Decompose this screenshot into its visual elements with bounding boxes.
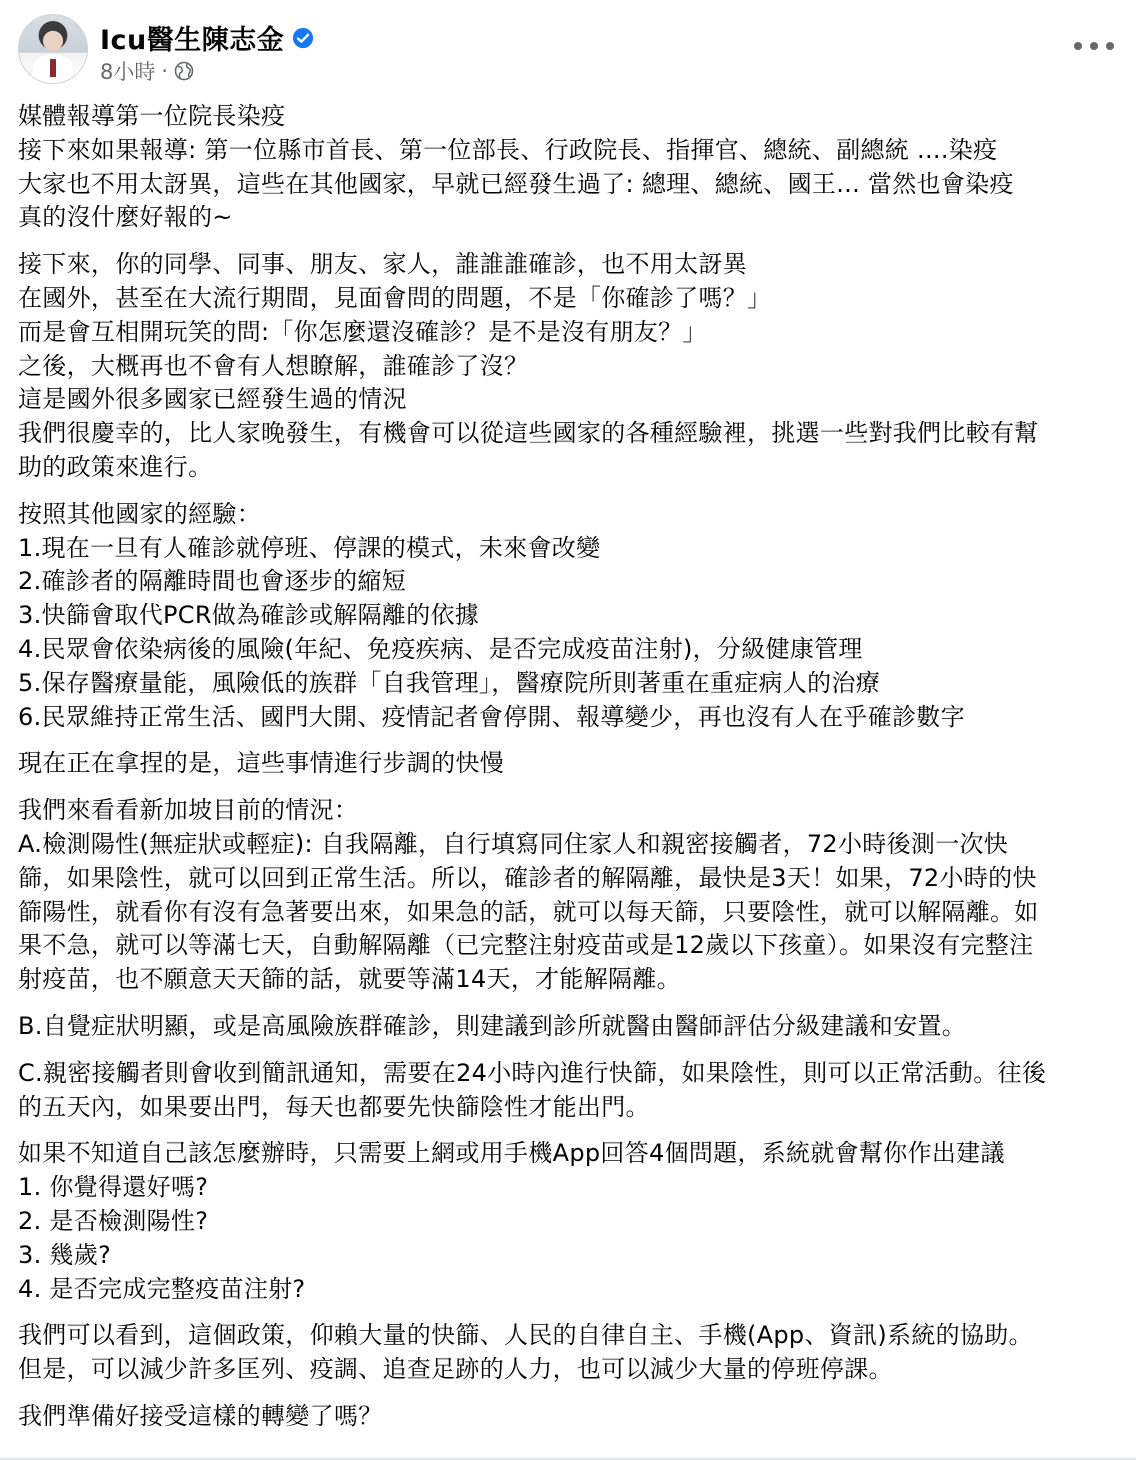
post-text-line: 6.民眾維持正常生活、國門大開、疫情記者會停開、報導變少，再也沒有人在乎確診數字 bbox=[18, 702, 965, 731]
post-paragraph bbox=[18, 1057, 1118, 1125]
avatar-tie bbox=[50, 59, 56, 77]
post-text-line: 我們很慶幸的，比人家晚發生，有機會可以從這些國家的各種經驗裡，挑選一些對我們比較有幫 bbox=[18, 419, 1039, 448]
post-text-line: 媒體報導第一位院長染疫 bbox=[18, 102, 286, 130]
post-text-line: 在國外，甚至在大流行期間，見面會問的問題，不是「你確診了嗎？」 bbox=[18, 283, 772, 312]
post-text-line: 3. 幾歲? bbox=[18, 1240, 112, 1269]
post-paragraph bbox=[18, 100, 1118, 235]
post-text-line: 按照其他國家的經驗： bbox=[18, 499, 261, 528]
post-text-line: 我們來看看新加坡目前的情況： bbox=[18, 796, 359, 825]
globe-icon[interactable] bbox=[174, 61, 194, 81]
post-text-line: 我們準備好接受這樣的轉變了嗎？ bbox=[18, 1401, 383, 1430]
post-text-line: B.自覺症狀明顯，或是高風險族群確診，則建議到診所就醫由醫師評估分級建議和安置。 bbox=[18, 1011, 967, 1040]
post-text-line: 我們可以看到，這個政策，仰賴大量的快篩、人民的自律自主、手機(App、資訊)系統的協助。 bbox=[18, 1321, 1033, 1350]
post-text-line: 射疫苗，也不願意天天篩的話，就要等滿14天，才能解隔離。 bbox=[18, 965, 681, 994]
post-timestamp[interactable]: 8小時 bbox=[100, 60, 156, 84]
post-text-line: 篩，如果陰性，就可以回到正常生活。所以，確診者的解隔離，最快是3天！如果，72小時的快 bbox=[18, 863, 1037, 892]
meta-separator: · bbox=[161, 59, 169, 83]
post-text-line: C.親密接觸者則會收到簡訊通知，需要在24小時內進行快篩，如果陰性，則可以正常活動。往後 bbox=[18, 1058, 1047, 1087]
author-name[interactable]: Icu醫生陳志金 bbox=[100, 25, 285, 56]
post-header bbox=[18, 14, 1118, 86]
verified-badge-icon bbox=[292, 27, 314, 49]
post-text-line: 1. 你覺得還好嗎? bbox=[18, 1173, 209, 1202]
more-options-icon[interactable] bbox=[1074, 34, 1114, 58]
post-body bbox=[18, 100, 1118, 1447]
post-text-line: 5.保存醫療量能，風險低的族群「自我管理」，醫療院所則著重在重症病人的治療 bbox=[18, 668, 880, 697]
post-text-line: 但是，可以減少許多匡列、疫調、追查足跡的人力，也可以減少大量的停班停課。 bbox=[18, 1355, 893, 1384]
post-text-line: 接下來，你的同學、同事、朋友、家人，誰誰誰確診，也不用太訝異 bbox=[18, 250, 747, 279]
post-paragraph bbox=[18, 747, 1118, 781]
post-paragraph bbox=[18, 1137, 1118, 1306]
post-meta bbox=[100, 56, 194, 86]
post-paragraph bbox=[18, 498, 1118, 735]
post-text-line: 4. 是否完成完整疫苗注射? bbox=[18, 1274, 306, 1303]
more-dot bbox=[1090, 42, 1098, 50]
post-text-line: 3.快篩會取代PCR做為確診或解隔離的依據 bbox=[18, 601, 480, 630]
post-text-line: 現在正在拿捏的是，這些事情進行步調的快慢 bbox=[18, 749, 504, 778]
post-text-line: 這是國外很多國家已經發生過的情況 bbox=[18, 385, 407, 414]
post-text-line: 而是會互相開玩笑的問:「你怎麼還沒確診？是不是沒有朋友？」 bbox=[18, 317, 707, 346]
post-text-line: 4.民眾會依染病後的風險(年紀、免疫疾病、是否完成疫苗注射)，分級健康管理 bbox=[18, 634, 863, 663]
post-text-line: 接下來如果報導: 第一位縣市首長、第一位部長、行政院長、指揮官、總統、副總統 ....染疫 bbox=[18, 135, 998, 164]
more-dot bbox=[1106, 42, 1114, 50]
post-text-line: A.檢測陽性(無症狀或輕症): 自我隔離，自行填寫同住家人和親密接觸者，72小時後測一次快 bbox=[18, 829, 1009, 858]
more-dot bbox=[1074, 42, 1082, 50]
post-text-line: 果不急，就可以等滿七天，自動解隔離（已完整注射疫苗或是12歲以下孩童）。如果沒有完整注 bbox=[18, 931, 1034, 960]
post-text-line: 如果不知道自己該怎麼辦時，只需要上網或用手機App回答4個問題，系統就會幫你作出建議 bbox=[18, 1139, 1005, 1168]
post-text-line: 篩陽性，就看你有沒有急著要出來，如果急的話，就可以每天篩，只要陰性，就可以解隔離。如 bbox=[18, 897, 1039, 926]
author-name-row bbox=[100, 18, 314, 57]
post-text-line: 2.確診者的隔離時間也會逐步的縮短 bbox=[18, 567, 406, 596]
post-paragraph bbox=[18, 1400, 1118, 1434]
author-avatar[interactable] bbox=[18, 14, 88, 84]
post-text-line: 助的政策來進行。 bbox=[18, 452, 213, 481]
post-text-line: 大家也不用太訝異，這些在其他國家，早就已經發生過了: 總理、總統、國王... 當然也會染疫 bbox=[18, 169, 1014, 198]
post-text-line: 真的沒什麼好報的~ bbox=[18, 203, 233, 232]
post-paragraph bbox=[18, 1319, 1118, 1387]
post-paragraph bbox=[18, 248, 1118, 485]
post-text-line: 2. 是否檢測陽性? bbox=[18, 1206, 209, 1235]
post-paragraph bbox=[18, 1010, 1118, 1044]
post-text-line: 1.現在一旦有人確診就停班、停課的模式，未來會改變 bbox=[18, 533, 601, 562]
post-text-line: 的五天內，如果要出門，每天也都要先快篩陰性才能出門。 bbox=[18, 1092, 650, 1121]
post-text-line: 之後，大概再也不會有人想瞭解，誰確診了沒？ bbox=[18, 351, 529, 380]
post-paragraph bbox=[18, 794, 1118, 997]
